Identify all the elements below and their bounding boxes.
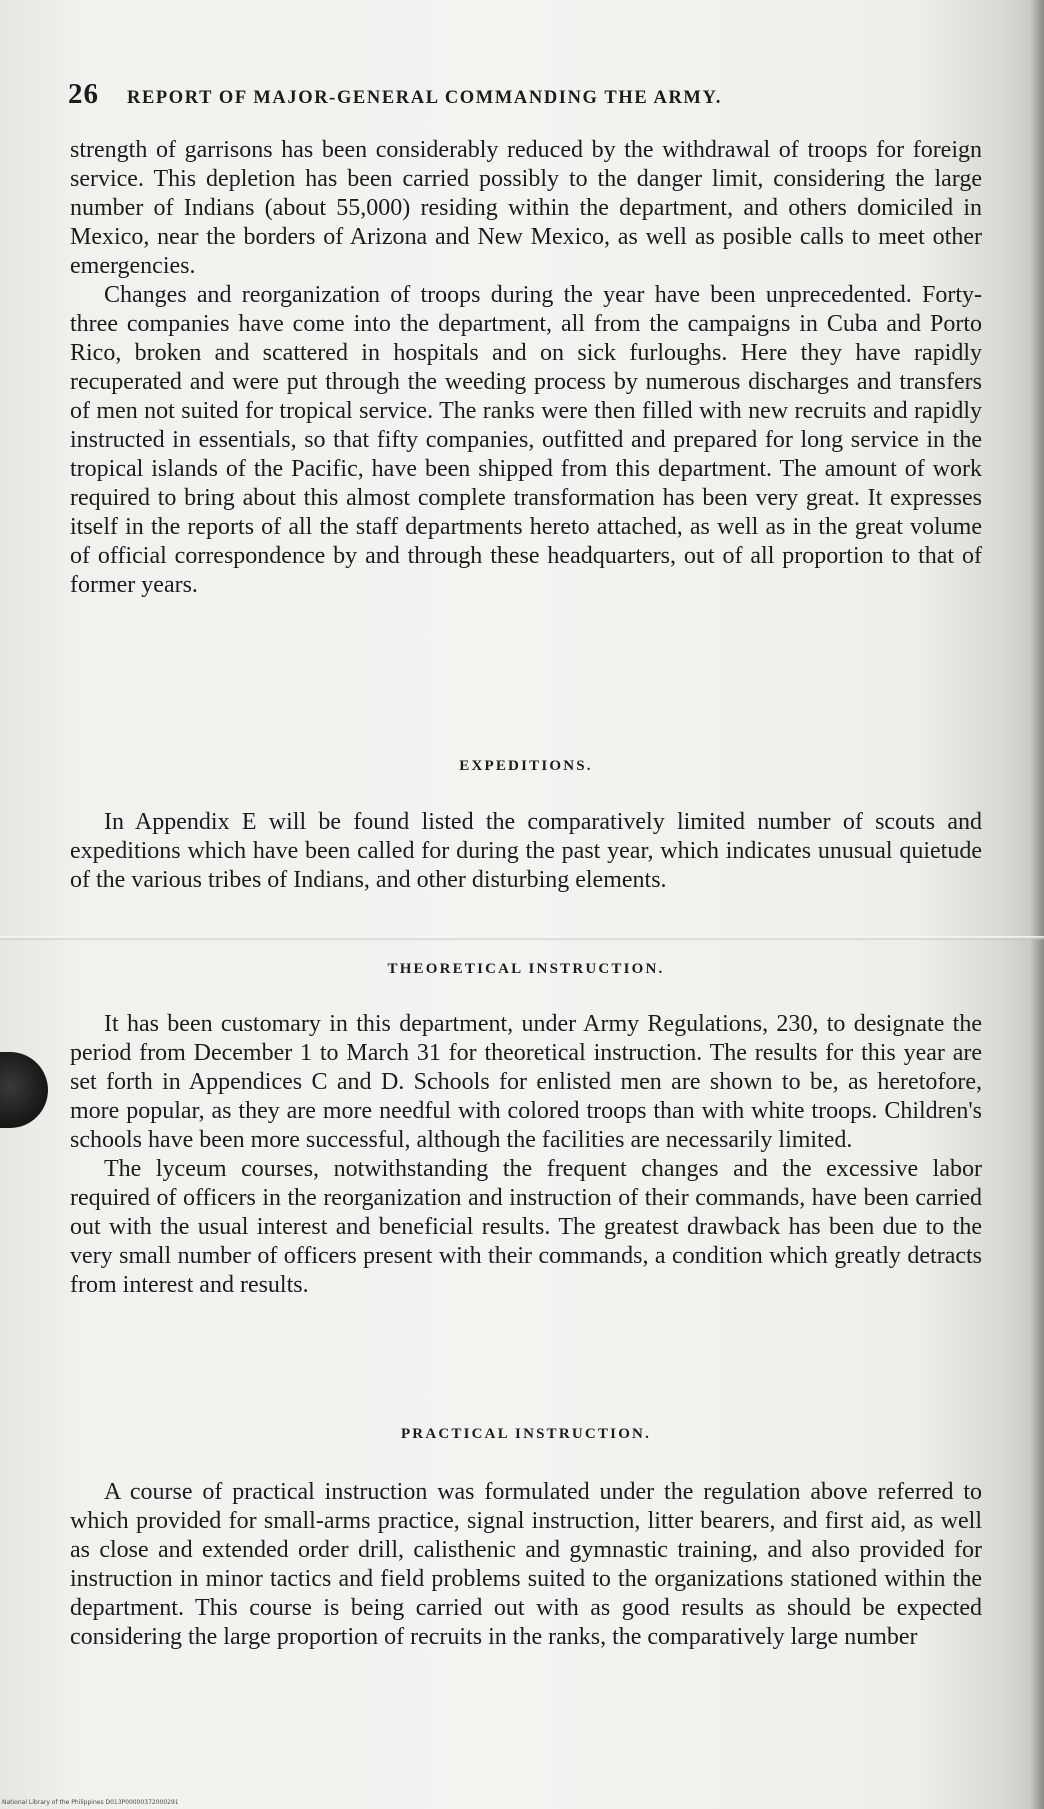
running-head-title: REPORT OF MAJOR-GENERAL COMMANDING THE ARMY.	[127, 88, 722, 108]
paragraph-practical-course: A course of practical instruction was formulated under the regulation above referred to which provided for small-arms practice, signal instruction, litter bearers, and first aid, as well as close and extended order drill, calisthenic and gymnastic training, and also provided for instruction in minor tactics and field problems suited to the organizations stationed within the department. This course is being carried out with as good results as should be expected considering the large proportion of recruits in the ranks, the comparatively large number	[70, 1479, 982, 1650]
section-theoretical-instruction	[70, 1010, 982, 1300]
paragraph-lyceum-courses: The lyceum courses, notwithstanding the frequent changes and the excessive labor required of officers in the reorganization and instruction of their commands, have been carried out with the usual interest and beneficial results. The greatest drawback has been due to the very small number of officers present with their commands, a condition which greatly detracts from interest and results.	[70, 1156, 982, 1298]
heading-expeditions: EXPEDITIONS.	[459, 758, 593, 774]
page-fold-line	[0, 936, 1044, 940]
section-intro	[70, 136, 982, 600]
running-head	[68, 78, 958, 114]
page-edge-shadow	[1030, 0, 1044, 1809]
paragraph-garrisons: strength of garrisons has been considerably reduced by the withdrawal of troops for foreign service. This depletion has been carried possibly to the danger limit, considering the large number of Indians (about 55,000) residing within the department, and others domiciled in Mexico, near the borders of Arizona and New Mexico, as well as posible calls to meet other emergencies.	[70, 137, 982, 279]
scanner-thumb-shadow	[0, 1052, 48, 1128]
heading-practical-instruction: PRACTICAL INSTRUCTION.	[400, 1426, 652, 1442]
page-number: 26	[68, 78, 99, 110]
paragraph-theoretical-schools: It has been customary in this department, under Army Regulations, 230, to designate the period from December 1 to March 31 for theoretical instruction. The results for this year are set forth in Appendices C and D. Schools for enlisted men are shown to be, as heretofore, more popular, as they are more needful with colored troops than with white troops. Children's schools have been more successful, although the facilities are necessarily limited.	[70, 1011, 982, 1153]
section-practical-instruction	[70, 1478, 982, 1652]
paragraph-reorganization: Changes and reorganization of troops during the year have been unprecedented. Forty-three companies have come into the department, all from the campaigns in Cuba and Porto Rico, broken and scattered in hospitals and on sick furloughs. Here they have rapidly recuperated and were put through the weeding process by numerous discharges and transfers of men not suited for tropical service. The ranks were then filled with new recruits and rapidly instructed in essentials, so that fifty companies, outfitted and prepared for long service in the tropical islands of the Pacific, have been shipped from this department. The amount of work required to bring about this almost complete transformation has been very great. It expresses itself in the reports of all the staff departments hereto attached, as well as in the great volume of official correspondence by and through these headquarters, out of all proportion to that of former years.	[70, 282, 982, 598]
section-expeditions	[70, 808, 982, 895]
scan-credit: National Library of the Philippines D013P00000372000291	[2, 1799, 179, 1806]
heading-theoretical-instruction: THEORETICAL INSTRUCTION.	[387, 961, 665, 977]
paragraph-expeditions: In Appendix E will be found listed the comparatively limited number of scouts and expeditions which have been called for during the past year, which indicates unusual quietude of the various tribes of Indians, and other disturbing elements.	[70, 809, 982, 893]
